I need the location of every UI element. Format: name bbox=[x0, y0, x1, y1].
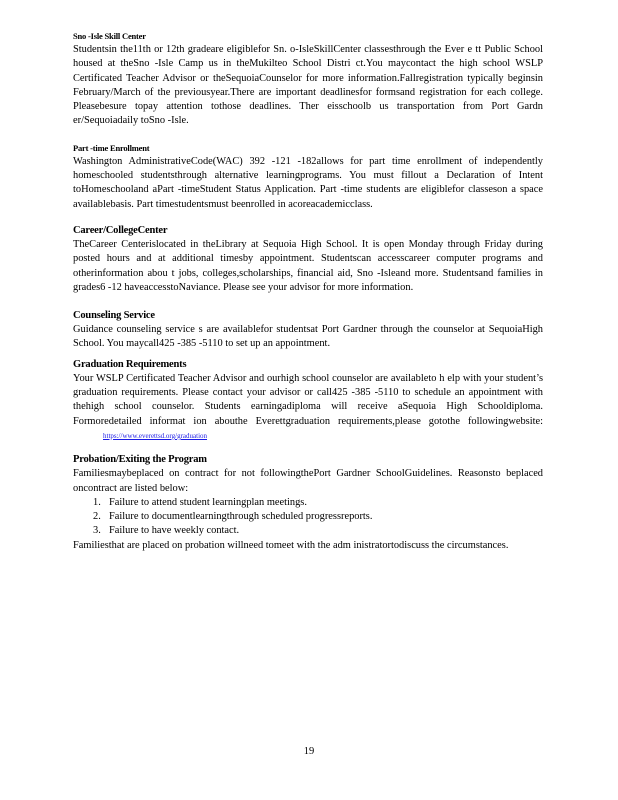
list-number: 3. bbox=[93, 525, 101, 537]
list-item bbox=[93, 524, 543, 538]
section-heading: Career/CollegeCenter bbox=[73, 224, 168, 236]
section-part-time bbox=[73, 141, 543, 212]
list-item bbox=[93, 496, 543, 510]
section-counseling bbox=[73, 309, 543, 352]
list-item bbox=[93, 510, 543, 524]
section-intro: Familiesmaybeplaced on contract for not followingthePort Gardner SchoolGuidelines. Reasonsto beplaced oncontract are listed below: bbox=[73, 468, 543, 494]
page-number: 19 bbox=[303, 746, 315, 757]
section-sno-isle bbox=[73, 29, 543, 129]
section-heading: Counseling Service bbox=[73, 310, 155, 322]
section-body: Washington AdministrativeCode(WAC) 392 -121 -182allows for part time enrollment of independently homeschooled studentsthrough alternative learningprograms. You must fillout a Declaration of Intent toHomeschooland aPart -timeStudent Status Application. Part -time students are eligiblefor classeson a space availablebasis. Part timestudentsmust beenrolled in acoreacademicclass. bbox=[73, 155, 543, 210]
graduation-text: Your WSLP Certificated Teacher Advisor and ourhigh school counselor are availableto h elp with your student’s graduation requirements. Please contact your advisor or call425 -385 -5110 to schedule an appointment with thehigh school counselor. Students earningadiploma will receive aSequoia High Schooldiploma. Formoredetailed informat ion abouthe Everettgraduation requirements,please gotothe followingwebsite: bbox=[73, 372, 543, 427]
list-number: 2. bbox=[93, 511, 101, 523]
page-content bbox=[73, 29, 543, 565]
section-career bbox=[73, 224, 543, 295]
list-text: Failure to have weekly contact. bbox=[109, 525, 240, 537]
section-heading: Graduation Requirements bbox=[73, 358, 187, 370]
reasons-list bbox=[73, 496, 543, 539]
section-body: TheCareer Centerislocated in theLibrary at Sequoia High School. It is open Monday through Friday during posted hours and at additional timesby appointment. Studentscan accesscareer computer programs and otherinformation abou t jobs, colleges,scholarships, financial aid, Sno -Isleand more. Studentsand families in grades6 -12 haveaccesstoNaviance. Please see your advisor for more information. bbox=[73, 238, 543, 293]
section-graduation bbox=[73, 358, 543, 443]
section-probation bbox=[73, 453, 543, 553]
section-body: Guidance counseling service s are availablefor studentsat Port Gardner through the counselor at SequoiaHigh School. You maycall425 -385 -5110 to set up an appointment. bbox=[73, 324, 543, 350]
section-heading: Part -time Enrollment bbox=[73, 142, 150, 153]
section-body bbox=[73, 372, 543, 443]
section-heading: Sno -Isle Skill Center bbox=[73, 31, 146, 41]
section-body: Studentsin the11th or 12th gradeare eligiblefor Sn. o-IsleSkillCenter classesthrough the Ever e tt Public School housed at theSno -Isle Camp us in theMukilteo School Distri ct.You maycontact the high school WSLP Certificated Teacher Advisor or theSequoiaCounselor for more information.Fallregistration typically beginsin February/March of the previousyear.There are important deadlinesfor formsand registration for each college. Pleasebesure topay attention tothose deadlines. Ther eisschoolb us transportation from Port Gardn er/Sequoiadaily toSno -Isle. bbox=[73, 44, 543, 127]
graduation-link[interactable]: https://www.everettsd.org/graduation bbox=[103, 431, 208, 440]
list-text: Failure to documentlearningthrough scheduled progressreports. bbox=[109, 511, 373, 523]
section-heading: Probation/Exiting the Program bbox=[73, 454, 207, 466]
list-text: Failure to attend student learningplan meetings. bbox=[109, 496, 307, 508]
section-closing: Familiesthat are placed on probation willneed tomeet with the adm inistratortodiscuss the circumstances. bbox=[73, 539, 509, 551]
list-number: 1. bbox=[93, 496, 101, 508]
